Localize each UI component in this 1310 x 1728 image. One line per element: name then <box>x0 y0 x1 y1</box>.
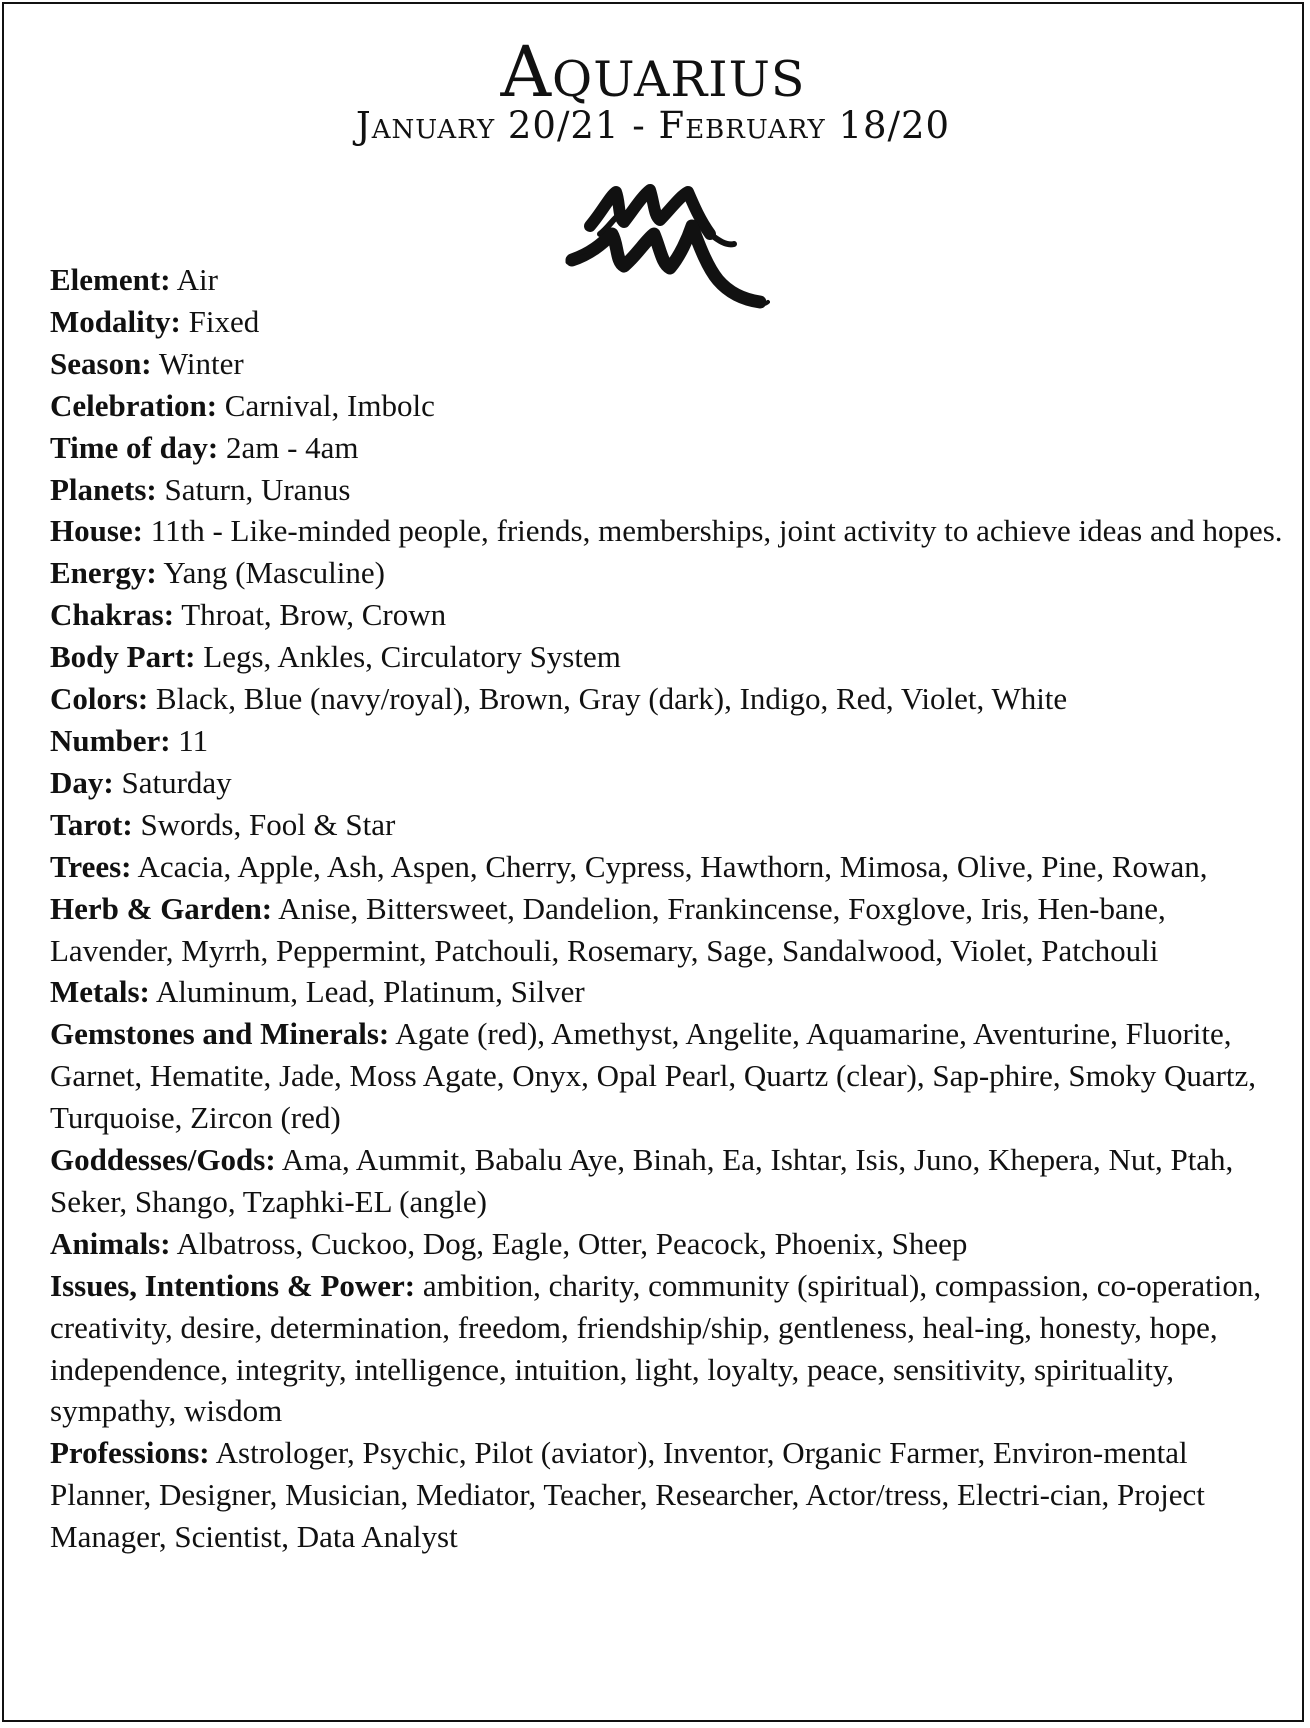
field-value: Winter <box>151 345 244 381</box>
field-house <box>50 510 1290 552</box>
field-value: Albatross, Cuckoo, Dog, Eagle, Otter, Peacock, Phoenix, Sheep <box>170 1225 968 1261</box>
field-label: Chakras: <box>50 597 175 633</box>
field-professions <box>50 1432 1290 1558</box>
field-gemstones <box>50 1013 1290 1139</box>
field-herb-garden <box>50 888 1290 972</box>
field-value: 11 <box>170 722 209 758</box>
field-celebration <box>50 385 1290 427</box>
field-planets <box>50 469 1290 511</box>
field-value: Fixed <box>180 303 260 339</box>
field-label: Colors: <box>50 681 149 717</box>
field-value: Aluminum, Lead, Platinum, Silver <box>149 974 585 1010</box>
field-label: Professions: <box>50 1435 210 1471</box>
field-label: Issues, Intentions & Power: <box>50 1267 416 1303</box>
field-tarot <box>50 804 1290 846</box>
field-issues-intentions-power <box>50 1265 1290 1433</box>
field-animals <box>50 1223 1290 1265</box>
field-label: Number: <box>50 722 171 758</box>
field-chakras <box>50 594 1290 636</box>
field-energy <box>50 552 1290 594</box>
field-label: Tarot: <box>50 806 133 842</box>
field-value: Agate (red), Amethyst, Angelite, Aquamarine, Aventurine, Fluorite, Garnet, Hematite, Jade, Moss Agate, Onyx, Opal Pearl, Quartz (clear), Sap-phire, Smoky Quartz, Turquoise, Zircon (red) <box>50 1016 1257 1136</box>
field-label: Planets: <box>50 471 157 507</box>
field-label: Goddesses/Gods: <box>50 1142 276 1178</box>
field-label: Energy: <box>50 555 157 591</box>
field-goddesses-gods <box>50 1139 1290 1223</box>
field-label: Gemstones and Minerals: <box>50 1016 390 1052</box>
field-element <box>50 259 1290 301</box>
field-value: 11th - Like-minded people, friends, memberships, joint activity to achieve ideas and hopes. <box>143 513 1283 549</box>
field-modality <box>50 301 1290 343</box>
field-value: Throat, Brow, Crown <box>174 597 447 633</box>
field-metals <box>50 971 1290 1013</box>
field-number <box>50 720 1290 762</box>
attribute-list <box>50 259 1290 1558</box>
field-label: House: <box>50 513 143 549</box>
field-time-of-day <box>50 427 1290 469</box>
field-value: Carnival, Imbolc <box>217 387 435 423</box>
field-label: Modality: <box>50 303 181 339</box>
field-label: Herb & Garden: <box>50 890 273 926</box>
field-value: Acacia, Apple, Ash, Aspen, Cherry, Cypress, Hawthorn, Mimosa, Olive, Pine, Rowan, <box>131 848 1208 884</box>
field-value: Astrologer, Psychic, Pilot (aviator), Inventor, Organic Farmer, Environ-mental Planner, Designer, Musician, Mediator, Teacher, Researcher, Actor/tress, Electri-cian, Project Manager, Scientist, Data Analyst <box>50 1435 1205 1555</box>
field-body-part <box>50 636 1290 678</box>
field-value: Black, Blue (navy/royal), Brown, Gray (dark), Indigo, Red, Violet, White <box>148 681 1068 717</box>
field-label: Trees: <box>50 848 132 884</box>
field-value: Air <box>170 262 218 297</box>
field-value: Swords, Fool & Star <box>132 806 396 842</box>
field-value: Legs, Ankles, Circulatory System <box>195 639 621 675</box>
page-frame <box>2 2 1304 1722</box>
field-day <box>50 762 1290 804</box>
field-label: Season: <box>50 345 152 381</box>
field-label: Day: <box>50 764 114 800</box>
field-label: Metals: <box>50 974 150 1010</box>
field-value: Saturn, Uranus <box>156 471 351 507</box>
field-value: Anise, Bittersweet, Dandelion, Frankincense, Foxglove, Iris, Hen-bane, Lavender, Myrrh, Peppermint, Patchouli, Rosemary, Sage, Sandalwood, Violet, Patchouli <box>50 890 1166 968</box>
field-value: ambition, charity, community (spiritual), compassion, co-operation, creativity, desire, determination, freedom, friendship/ship, gentleness, heal-ing, honesty, hope, independence, integrity, intelligence, intuition, light, loyalty, peace, sensitivity, spirituality, sympathy, wisdom <box>50 1267 1262 1429</box>
field-label: Animals: <box>50 1225 171 1261</box>
field-label: Time of day: <box>50 429 219 465</box>
field-label: Celebration: <box>50 387 218 423</box>
field-value: Yang (Masculine) <box>156 555 385 591</box>
date-range: January 20/21 - February 18/20 <box>355 104 951 147</box>
field-colors <box>50 678 1290 720</box>
field-value: Saturday <box>113 764 232 800</box>
field-season <box>50 343 1290 385</box>
field-trees <box>50 846 1290 888</box>
field-value: Ama, Aummit, Babalu Aye, Binah, Ea, Ishtar, Isis, Juno, Khepera, Nut, Ptah, Seker, Shango, Tzaphki-EL (angle) <box>50 1142 1234 1219</box>
field-value: 2am - 4am <box>218 429 359 465</box>
field-label: Body Part: <box>50 639 196 675</box>
field-label: Element: <box>50 262 171 297</box>
page-title: Aquarius <box>500 31 806 113</box>
